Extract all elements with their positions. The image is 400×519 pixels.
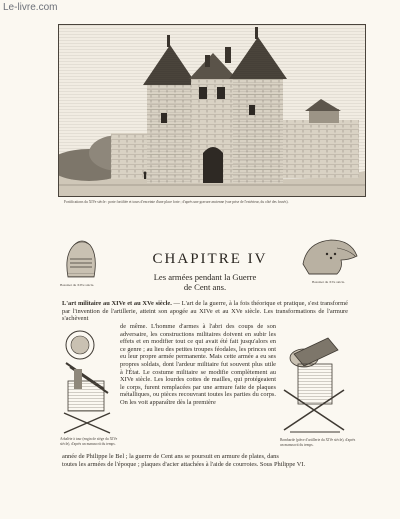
chapter-subtitle-line-1: Les armées pendant la Guerre: [153, 272, 257, 282]
left-illustration-caption: Arbalète à tour (engin de siège du XIVe siècle), d'après un manuscrit du temps.: [60, 437, 118, 446]
paragraph-intro-text: — L'art de la guerre, à la fois théorique et pratique, s'est transformé par l'invention de l'artillerie, atteint son apogée au XIVe et au XVe siècle. Les transformations de l'armure s'achèvent: [62, 300, 348, 323]
paragraph-lead: L'art militaire au XIVe et au XVe siècle.: [62, 300, 172, 307]
chapter-title: CHAPITRE IV: [152, 251, 268, 267]
helmet-left-illustration: [60, 237, 100, 281]
castle-engraving: [58, 24, 366, 197]
engraving-caption: Fortifications du XIVe siècle : porte fortifiée et tours d'enceinte d'une place forte ; d'après une gravure ancienne (vue prise de l'extérieur, du côté des fossés).: [64, 200, 289, 204]
helmet-right-illustration: [297, 234, 361, 278]
paragraph-bottom: [62, 453, 352, 468]
watermark: Le-livre.com: [3, 2, 58, 13]
paragraph-intro: [62, 300, 348, 323]
paragraph-bottom-line-2: toutes les armées de l'époque ; plaques d'acier attachées à l'aide de courroies. Sous Philippe VI.: [62, 460, 306, 468]
paragraph-bottom-line-1: année de Philippe le Bel ; la guerre de Cent ans se poursuit en armure de plates, dans: [62, 453, 279, 460]
siege-engine-illustration: [60, 323, 114, 435]
chapter-subtitle-line-2: de Cent ans.: [183, 282, 227, 292]
right-illustration-caption: Bombarde (pièce d'artillerie du XIVe siècle), d'après un manuscrit du temps.: [280, 438, 356, 447]
paragraph-middle-column: de même. L'homme d'armes à l'abri des coups de son adversaire, les constructions militaires doivent en subir les effets et en modifier tout ce qui avait été fait jusqu'alors en ce genre ; au lieu des petites troupes féodales, les princes ont eu leur propre armée permanente. Mais cette armée a eu ses propres soldats, dont l'ardeur militaire fut souvent plus utile à l'État. Le costume militaire se modifie complètement au XIVe siècle. Les lourdes cottes de mailles, qui protégeaient le corps, furent remplacées par une armure faite de plaques métalliques, ou pièces recouvrant toutes les parties du corps. On les voit apparaître dès la première: [120, 323, 276, 406]
castle-illustration: [59, 25, 365, 196]
chapter-subtitle: [118, 272, 292, 292]
helmet-right-caption: Bassinet du XVe siècle.: [312, 280, 346, 284]
helmet-left-caption: Bassinet du XIVe siècle.: [60, 283, 95, 287]
bombard-illustration: [280, 330, 348, 436]
